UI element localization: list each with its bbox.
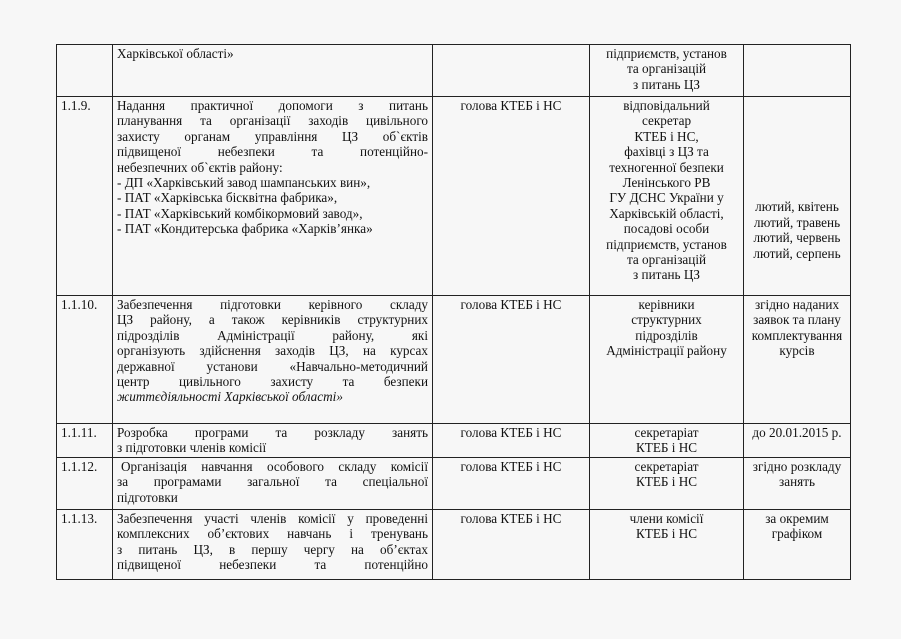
deadline bbox=[744, 45, 851, 97]
responsible-person: голова КТЕБ і НС bbox=[433, 424, 590, 458]
activity-text-line: - ПАТ «Харківська бісквітна фабрика», bbox=[117, 190, 338, 206]
deadline-line: до 20.01.2015 р. bbox=[752, 425, 842, 440]
deadline-line: комплектування bbox=[751, 327, 843, 343]
deadline bbox=[744, 97, 851, 296]
activity-text-line: Розробка програми та розкладу занять bbox=[117, 425, 428, 440]
activity-text-line: - ПАТ «Харківський комбікормовий завод», bbox=[117, 205, 363, 221]
activity-text-line: підготовки bbox=[117, 489, 178, 505]
activity-text-line: за програмами загальної та спеціальної bbox=[117, 474, 428, 490]
executor-line: відповідальний bbox=[623, 98, 710, 113]
executor-line: Харківській області, bbox=[609, 205, 724, 221]
deadline bbox=[744, 458, 851, 510]
executors bbox=[590, 97, 744, 296]
executor-line: Ленінського РВ bbox=[622, 175, 711, 191]
activity-text-line: підрозділів Адміністрації району, які bbox=[117, 327, 428, 343]
executor-line: та організацій bbox=[626, 252, 707, 268]
responsible-person bbox=[433, 45, 590, 97]
responsible-person: голова КТЕБ і НС bbox=[433, 296, 590, 424]
activity-description bbox=[113, 296, 433, 424]
deadline-line: згідно наданих bbox=[754, 297, 840, 312]
activity-text-line: з підготовки членів комісії bbox=[117, 440, 267, 456]
table-row bbox=[57, 424, 851, 458]
executor-line: та організацій bbox=[626, 61, 707, 77]
deadline-line: лютий, квітень bbox=[755, 199, 839, 215]
activity-text-line: - ДП «Харківський завод шампанських вин», bbox=[117, 175, 371, 191]
item-number: 1.1.9. bbox=[57, 97, 113, 296]
responsible-person: голова КТЕБ і НС bbox=[433, 97, 590, 296]
responsible-person: голова КТЕБ і НС bbox=[433, 510, 590, 580]
deadline-line: заявок та плану bbox=[753, 312, 841, 328]
deadline-line: лютий, серпень bbox=[753, 245, 841, 261]
activity-text-line: підвищеної небезпеки та потенційно bbox=[117, 557, 428, 573]
executors bbox=[590, 45, 744, 97]
activity-description bbox=[113, 45, 433, 97]
executor-line: підприємств, установ bbox=[606, 46, 727, 61]
activity-description bbox=[113, 510, 433, 580]
activity-description bbox=[113, 458, 433, 510]
executor-line: КТЕБ і НС bbox=[635, 440, 698, 456]
executor-line: секретаріат bbox=[634, 459, 699, 474]
activity-text-line: центр цивільного захисту та безпеки bbox=[117, 374, 428, 390]
activity-text-line: небезпечних об`єктів району: bbox=[117, 159, 283, 175]
activity-text-line: життєдіяльності Харківської області» bbox=[117, 389, 343, 405]
executor-line: керівники bbox=[638, 297, 695, 312]
deadline bbox=[744, 296, 851, 424]
activity-text-line: державної установи «Навчально-методичний bbox=[117, 358, 428, 374]
activity-description bbox=[113, 97, 433, 296]
activity-text-line: ЦЗ району, а також керівників структурних bbox=[117, 312, 428, 328]
responsible-person: голова КТЕБ і НС bbox=[433, 458, 590, 510]
activity-text-line: комплексних об’єктових навчань і тренувань bbox=[117, 526, 428, 542]
executor-line: члени комісії bbox=[629, 511, 704, 526]
activity-text-line: - ПАТ «Кондитерська фабрика «Харків’янка» bbox=[117, 221, 373, 237]
executor-line: фахівці з ЦЗ та bbox=[624, 144, 709, 160]
activity-description bbox=[113, 424, 433, 458]
executor-line: КТЕБ і НС bbox=[635, 474, 698, 490]
item-number: 1.1.11. bbox=[57, 424, 113, 458]
activity-text-line: Забезпечення участі членів комісії у проведенні bbox=[117, 511, 428, 526]
executors bbox=[590, 510, 744, 580]
executor-line: Адміністрації району bbox=[606, 343, 727, 359]
activity-text-line: з питань ЦЗ, в першу чергу на об’єктах bbox=[117, 541, 428, 557]
activity-text-line: організують здійснення заходів ЦЗ, на курсах bbox=[117, 343, 428, 359]
executor-line: КТЕБ і НС bbox=[635, 526, 698, 542]
executor-line: секретар bbox=[641, 113, 692, 129]
deadline-line: згідно розкладу bbox=[752, 459, 842, 474]
executor-line: КТЕБ і НС, bbox=[634, 128, 699, 144]
deadline-line: занять bbox=[779, 474, 815, 490]
executor-line: підрозділів bbox=[635, 327, 698, 343]
executor-line: з питань ЦЗ bbox=[633, 267, 700, 283]
executor-line: техногенної безпеки bbox=[609, 159, 724, 175]
executor-line: посадові особи bbox=[623, 221, 710, 237]
item-number: 1.1.10. bbox=[57, 296, 113, 424]
table-row bbox=[57, 296, 851, 424]
item-number: 1.1.12. bbox=[57, 458, 113, 510]
table-row bbox=[57, 97, 851, 296]
executors bbox=[590, 458, 744, 510]
item-number: 1.1.13. bbox=[57, 510, 113, 580]
deadline bbox=[744, 424, 851, 458]
activity-text-line: Організація навчання особового складу комісії bbox=[121, 459, 428, 474]
item-number bbox=[57, 45, 113, 97]
executor-line: ГУ ДСНС України у bbox=[609, 190, 724, 206]
executor-line: з питань ЦЗ bbox=[633, 76, 700, 92]
activity-text-line: Надання практичної допомоги з питань bbox=[117, 98, 428, 113]
executors bbox=[590, 424, 744, 458]
activity-text-line: Забезпечення підготовки керівного складу bbox=[117, 297, 428, 312]
activity-text-line: захисту органам управління ЦЗ об`єктів bbox=[117, 128, 428, 144]
table-row bbox=[57, 510, 851, 580]
deadline bbox=[744, 510, 851, 580]
table-body bbox=[57, 45, 851, 580]
activity-text-line: підвищеної небезпеки та потенційно- bbox=[117, 144, 428, 160]
executor-line: структурних bbox=[631, 312, 702, 328]
executors bbox=[590, 296, 744, 424]
executor-line: підприємств, установ bbox=[606, 236, 727, 252]
table-row bbox=[57, 458, 851, 510]
deadline-line: курсів bbox=[779, 343, 815, 359]
deadline-line: графіком bbox=[771, 526, 823, 542]
activity-text-line: Харківської області» bbox=[117, 46, 234, 61]
activity-plan-table bbox=[56, 44, 851, 580]
deadline-line: лютий, травень bbox=[753, 214, 841, 230]
deadline-line: лютий, червень bbox=[753, 230, 841, 246]
table-row bbox=[57, 45, 851, 97]
executor-line: секретаріат bbox=[634, 425, 699, 440]
activity-text-line: планування та організації заходів цивільного bbox=[117, 113, 428, 129]
deadline-line: за окремим bbox=[765, 511, 829, 526]
